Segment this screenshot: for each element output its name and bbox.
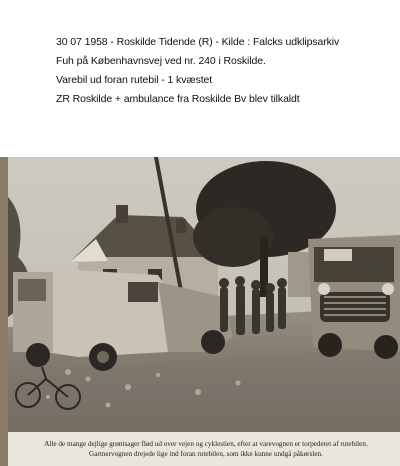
response-line: ZR Roskilde + ambulance fra Roskilde Bv blev tilkaldt	[56, 93, 300, 105]
photo-caption	[14, 439, 398, 459]
frame-edge	[0, 157, 8, 466]
incident-line: Varebil ud foran rutebil - 1 kvæstet	[56, 74, 213, 86]
accident-photo	[8, 157, 400, 432]
date-source-line: 30 07 1958 - Roskilde Tidende (R) - Kilde : Falcks udklipsarkiv	[56, 36, 340, 48]
caption-line-1: Alle de mange dejlige grøntsager flød ud over vejen og cyklestien, efter at varevognen er torpederet af rutebilen.	[44, 440, 368, 448]
newspaper-clipping	[8, 157, 400, 466]
caption-line-2: Gartnervognen drejede lige ind foran rutebilen, som ikke kunne undgå påkørslen.	[89, 450, 323, 458]
location-line: Fuh på Københavnsvej ved nr. 240 i Roskilde.	[56, 55, 266, 67]
